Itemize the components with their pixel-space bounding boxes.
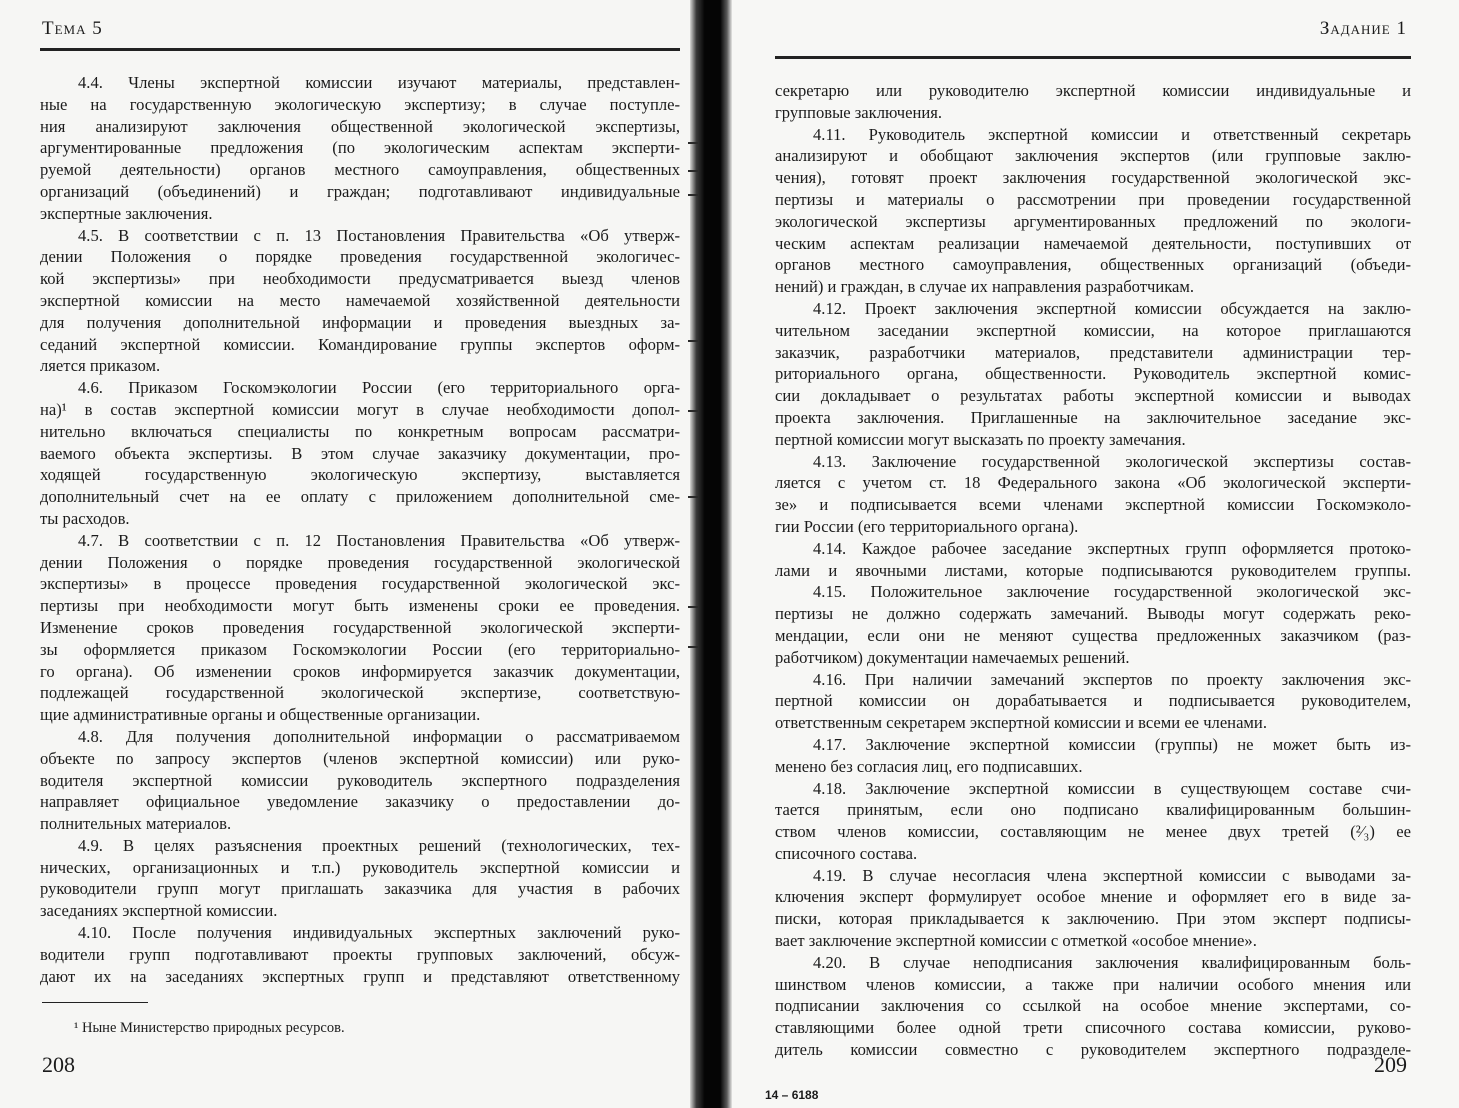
text-line: экспертные заключения. — [40, 203, 213, 223]
text-line: дении Положения о порядке проведения государственной экологичес- — [40, 247, 680, 267]
text-line: секретарю или руководителю экспертной комиссии индивидуальные и — [775, 81, 1411, 100]
text-line: менено без согласия лиц, его подписавших. — [775, 756, 1083, 776]
text-line: ходящей государственную экологическую экспертизу, выставляется — [40, 465, 680, 485]
text-line: подписании заключения со ссылкой на особое мнение экспертами, со- — [775, 996, 1411, 1016]
text-line: 4.4. Члены экспертной комиссии изучают материалы, представлен- — [78, 73, 680, 92]
text-line: ты расходов. — [40, 508, 130, 528]
text-line: органов местного самоуправления, общественных организаций (объеди- — [775, 255, 1411, 275]
text-line: го органа). Об изменении сроков информируется заказчик документации, — [40, 661, 680, 681]
text-line: кой экспертизы» при необходимости предусматривается выезд членов — [40, 269, 680, 289]
page-number: 209 — [1374, 1052, 1407, 1077]
text-line: руемой деятельности) органов местного самоуправления, общественных — [40, 160, 680, 180]
text-line: ные на государственную экологическую экспертизу; в случае поступле- — [40, 94, 680, 114]
text-line: нительно включаться специалисты по конкретным вопросам рассматри- — [40, 421, 680, 441]
footnote-rule — [42, 1002, 148, 1003]
text-line: дитель комиссии совместно с руководителем экспертного подразделе- — [775, 1040, 1411, 1060]
text-line: лами и явочными листами, которые подписываются руководителем группы. — [775, 560, 1411, 580]
text-line: на)¹ в состав экспертной комиссии могут в случае необходимости допол- — [40, 399, 680, 419]
text-line: ляется с учетом ст. 18 Федерального закона «Об экологической эксперти- — [775, 473, 1411, 493]
text-line: писки, которая прикладывается к заключению. При этом эксперт подписы- — [775, 909, 1411, 929]
text-line: пертизы при необходимости могут быть изменены сроки ее проведения. — [40, 596, 680, 616]
text-line: 4.16. При наличии замечаний экспертов по проекту заключения экс- — [813, 669, 1411, 689]
text-line: экспертной комиссии на место намечаемой хозяйственной деятельности — [40, 290, 680, 310]
text-line: 4.20. В случае неподписания заключения квалифицированным боль- — [813, 952, 1411, 972]
text-line: подлежащей государственной экологической экспертизе, соответствую- — [40, 683, 680, 703]
text-line: водители групп подготавливают проекты групповых заключений, обсуж- — [40, 944, 680, 964]
text-line: сии докладывает о результатах работы экспертной комиссии и выводах — [775, 386, 1411, 406]
text-line: экспертизы» в процессе проведения государственной экологической экс- — [40, 574, 680, 594]
text-line: анализируют и обобщают заключения экспертов (или групповые заклю- — [775, 146, 1411, 166]
running-head: Задание 1 — [1319, 18, 1407, 39]
text-line: чительном заседании экспертной комиссии, на которое приглашаются — [775, 320, 1411, 340]
text-line: щие административные органы и общественные организации. — [40, 705, 481, 725]
text-line: объекте по запросу экспертов (членов экспертной комиссии) или руко- — [40, 748, 680, 768]
text-line: вает заключение экспертной комиссии с отметкой «особое мнение». — [775, 931, 1257, 951]
text-line: ключения эксперт формулирует особое мнение и оформляет его в виде за- — [775, 887, 1411, 907]
text-line: 4.7. В соответствии с п. 12 Постановления Правительства «Об утверж- — [78, 530, 680, 550]
text-line: направляет официальное уведомление заказчику о предоставлении до- — [40, 792, 680, 812]
text-line: списочного состава. — [775, 843, 918, 863]
text-line: гии России (его территориального органа). — [775, 516, 1079, 536]
text-line: чения), готовят проект заключения государственной экологической экс- — [775, 168, 1411, 188]
text-line: водителя экспертной комиссии руководитель экспертного подразделения — [40, 770, 680, 790]
text-line: пертной комиссии могут высказать по проекту замечания. — [775, 429, 1186, 449]
text-line: ваемого объекта экспертизы. В этом случае заказчику документации, про- — [40, 443, 680, 463]
text-line: 4.10. После получения индивидуальных экспертных заключений руко- — [78, 923, 680, 943]
page-number: 208 — [42, 1052, 75, 1077]
body-text — [40, 72, 680, 987]
text-line: ляется приказом. — [40, 356, 161, 376]
text-line: экологической экспертизы аргументированных предложений по экологи- — [775, 211, 1411, 231]
printer-signature-mark: 14 – 6188 — [765, 1088, 819, 1102]
text-line: дают их на заседаниях экспертных групп и представляют ответственному — [40, 966, 680, 986]
text-line: 4.15. Положительное заключение государственной экологической экс- — [813, 582, 1411, 602]
text-line: тается принятым, если оно подписано квалифицированным большин- — [775, 800, 1411, 820]
header-rule — [775, 56, 1411, 59]
text-line: проекта заключения. Приглашенные на заключительное заседание экс- — [775, 407, 1411, 427]
text-line: нений) и граждан, в случае их направления разработчикам. — [775, 277, 1195, 297]
text-line: 4.9. В целях разъяснения проектных решений (технологических, тех- — [78, 835, 680, 855]
body-text — [775, 80, 1411, 1061]
header-rule — [40, 48, 680, 51]
text-line: 4.8. Для получения дополнительной информации о рассматриваемом — [78, 726, 680, 746]
right-page — [725, 0, 1459, 1108]
text-line: групповые заключения. — [775, 102, 943, 122]
footnote: ¹ Ныне Министерство природных ресурсов. — [74, 1020, 345, 1036]
text-line: дополнительный счет на ее оплату с приложением дополнительной сме- — [40, 487, 680, 507]
text-line: 4.5. В соответствии с п. 13 Постановления Правительства «Об утверж- — [78, 225, 680, 245]
text-line: 4.13. Заключение государственной экологической экспертизы состав- — [813, 451, 1411, 471]
running-head: Тема 5 — [42, 18, 103, 39]
text-line: пертизы не должно содержать замечаний. Выводы могут содержать реко- — [775, 604, 1411, 624]
text-line: мендации, если они не меняют существа предложенных заказчиком (раз- — [775, 625, 1411, 645]
text-line: ством членов комиссии, составляющим не менее двух третей (²⁄₃) ее — [775, 822, 1411, 842]
text-line: риториального органа, общественности. Руководитель экспертной комис- — [775, 364, 1411, 384]
text-line: полнительных материалов. — [40, 814, 232, 834]
text-line: организаций (объединений) и граждан; подготавливают индивидуальные — [40, 181, 680, 201]
text-line: 4.12. Проект заключения экспертной комиссии обсуждается на заклю- — [813, 298, 1411, 318]
text-line: Изменение сроков проведения государственной экологической эксперти- — [40, 617, 680, 637]
text-line: 4.19. В случае несогласия члена экспертной комиссии с выводами за- — [813, 865, 1411, 885]
text-line: пертной комиссии он дорабатывается и подписывается руководителем, — [775, 691, 1411, 711]
text-line: зы оформляется приказом Госкомэкологии России (его территориально- — [40, 639, 680, 659]
text-line: заказчик, разработчики материалов, представители администрации тер- — [775, 342, 1411, 362]
text-line: нических, организационных и т.п.) руководитель экспертной комиссии и — [40, 857, 680, 877]
text-line: пертизы и материалы о рассмотрении при проведении государственной — [775, 189, 1411, 209]
text-line: 4.11. Руководитель экспертной комиссии и ответственный секретарь — [813, 124, 1411, 144]
text-line: для получения дополнительной информации и проведения выездных за- — [40, 312, 680, 332]
text-line: 4.6. Приказом Госкомэкологии России (его территориального орга- — [78, 378, 680, 398]
text-line: 4.14. Каждое рабочее заседание экспертных групп оформляется протоко- — [813, 538, 1411, 558]
text-line: ния анализируют заключения общественной экологической экспертизы, — [40, 116, 680, 136]
left-page — [0, 0, 700, 1108]
text-line: ответственным секретарем экспертной комиссии и всеми ее членами. — [775, 713, 1267, 733]
text-line: заседаниях экспертной комиссии. — [40, 901, 278, 921]
text-line: зе» и подписывается всеми членами экспертной комиссии Госкомэколо- — [775, 495, 1411, 515]
text-line: работчиком) документации намечаемых решений. — [775, 647, 1130, 667]
text-line: седаний экспертной комиссии. Командирование группы экспертов оформ- — [40, 334, 680, 354]
text-line: руководители групп могут приглашать заказчика для участия в рабочих — [40, 879, 680, 899]
text-line: 4.18. Заключение экспертной комиссии в существующем составе счи- — [813, 778, 1411, 798]
text-line: ческим аспектам реализации намечаемой деятельности, поступивших от — [775, 233, 1411, 253]
text-line: ставляющими более одной трети списочного состава комиссии, руково- — [775, 1018, 1411, 1038]
gutter-scan-marks — [688, 0, 700, 1108]
text-line: аргументированные предложения (по экологическим аспектам эксперти- — [40, 138, 680, 158]
text-line: шинством членов комиссии, а также при наличии особого мнения или — [775, 974, 1411, 994]
text-line: дении Положения о порядке проведения государственной экологической — [40, 552, 680, 572]
text-line: 4.17. Заключение экспертной комиссии (группы) не может быть из- — [813, 734, 1411, 754]
